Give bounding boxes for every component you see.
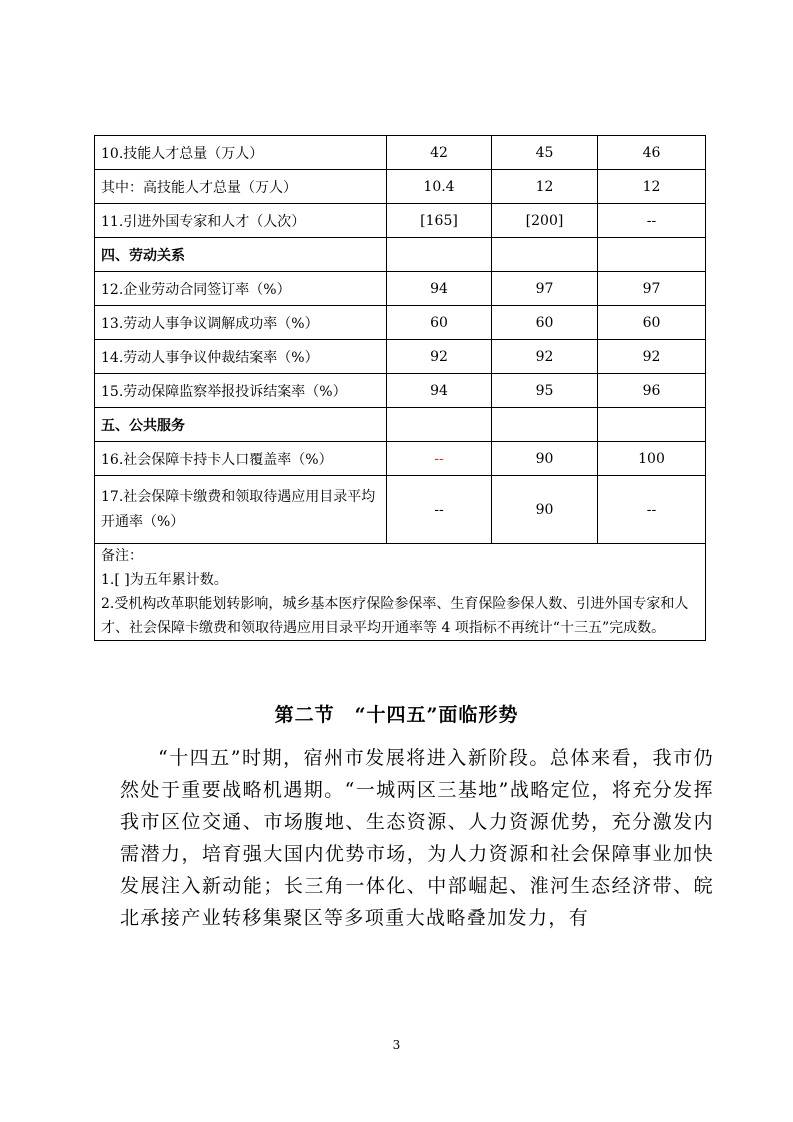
table-notes-row <box>95 544 706 641</box>
value-cell: 60 <box>387 306 492 340</box>
value-cell: 90 <box>492 442 598 476</box>
value-cell <box>598 408 706 442</box>
value-cell: 97 <box>492 272 598 306</box>
value-cell: 45 <box>492 136 598 170</box>
indicator-name: 12.企业劳动合同签订率（%） <box>95 272 387 306</box>
table-section-row <box>95 238 706 272</box>
note-item: 2.受机构改革职能划转影响，城乡基本医疗保险参保率、生育保险参保人数、引进外国专家和人才、社会保障卡缴费和领取待遇应用目录平均开通率等 4 项指标不再统计“十三五”完成数。 <box>101 596 689 636</box>
value-cell: 60 <box>492 306 598 340</box>
indicator-name: 15.劳动保障监察举报投诉结案率（%） <box>95 374 387 408</box>
indicator-name: 10.技能人才总量（万人） <box>95 136 387 170</box>
notes-cell <box>95 544 706 641</box>
table-row <box>95 272 706 306</box>
table-row <box>95 170 706 204</box>
indicator-table <box>94 135 706 641</box>
table-section-row <box>95 408 706 442</box>
value-cell <box>598 238 706 272</box>
value-cell: 46 <box>598 136 706 170</box>
value-cell-highlighted: -- <box>387 442 492 476</box>
value-cell: [200] <box>492 204 598 238</box>
note-item: 1.[ ]为五年累计数。 <box>101 572 228 588</box>
table-row <box>95 476 706 544</box>
table-row <box>95 306 706 340</box>
value-cell: 92 <box>598 340 706 374</box>
value-cell: 94 <box>387 374 492 408</box>
table-row <box>95 136 706 170</box>
indicator-name: 11.引进外国专家和人才（人次） <box>95 204 387 238</box>
section-title: 第二节 “十四五”面临形势 <box>274 704 519 726</box>
value-cell: 42 <box>387 136 492 170</box>
value-cell: 94 <box>387 272 492 306</box>
value-cell: 97 <box>598 272 706 306</box>
value-cell <box>492 238 598 272</box>
section-heading: 四、劳动关系 <box>95 238 387 272</box>
value-cell: 10.4 <box>387 170 492 204</box>
indicator-name: 13.劳动人事争议调解成功率（%） <box>95 306 387 340</box>
value-cell: 92 <box>492 340 598 374</box>
value-cell <box>387 238 492 272</box>
value-cell: 92 <box>387 340 492 374</box>
value-cell: 12 <box>598 170 706 204</box>
page-number: 3 <box>392 1038 401 1052</box>
indicator-name: 其中：高技能人才总量（万人） <box>95 170 387 204</box>
value-cell: 100 <box>598 442 706 476</box>
value-cell: 90 <box>492 476 598 544</box>
indicator-name: 14.劳动人事争议仲裁结案率（%） <box>95 340 387 374</box>
indicator-name: 17.社会保障卡缴费和领取待遇应用目录平均开通率（%） <box>95 476 387 544</box>
indicator-name: 16.社会保障卡持卡人口覆盖率（%） <box>95 442 387 476</box>
value-cell: [165] <box>387 204 492 238</box>
value-cell <box>492 408 598 442</box>
notes-title: 备注： <box>101 548 143 564</box>
value-cell: 95 <box>492 374 598 408</box>
value-cell: 12 <box>492 170 598 204</box>
table-row <box>95 204 706 238</box>
value-cell: 96 <box>598 374 706 408</box>
table-row <box>95 442 706 476</box>
table-row <box>95 374 706 408</box>
value-cell: -- <box>598 476 706 544</box>
table-row <box>95 340 706 374</box>
value-cell <box>387 408 492 442</box>
value-cell: -- <box>598 204 706 238</box>
section-heading: 五、公共服务 <box>95 408 387 442</box>
value-cell: 60 <box>598 306 706 340</box>
body-paragraph: “十四五”时期，宿州市发展将进入新阶段。总体来看，我市仍然处于重要战略机遇期。“一城两区三基地”战略定位，将充分发挥我市区位交通、市场腹地、生态资源、人力资源优势，充分激发内需潜力，培育强大国内优势市场，为人力资源和社会保障事业加快发展注入新动能；长三角一体化、中部崛起、淮河生态经济带、皖北承接产业转移集聚区等多项重大战略叠加发力，有 <box>120 747 714 929</box>
value-cell: -- <box>387 476 492 544</box>
